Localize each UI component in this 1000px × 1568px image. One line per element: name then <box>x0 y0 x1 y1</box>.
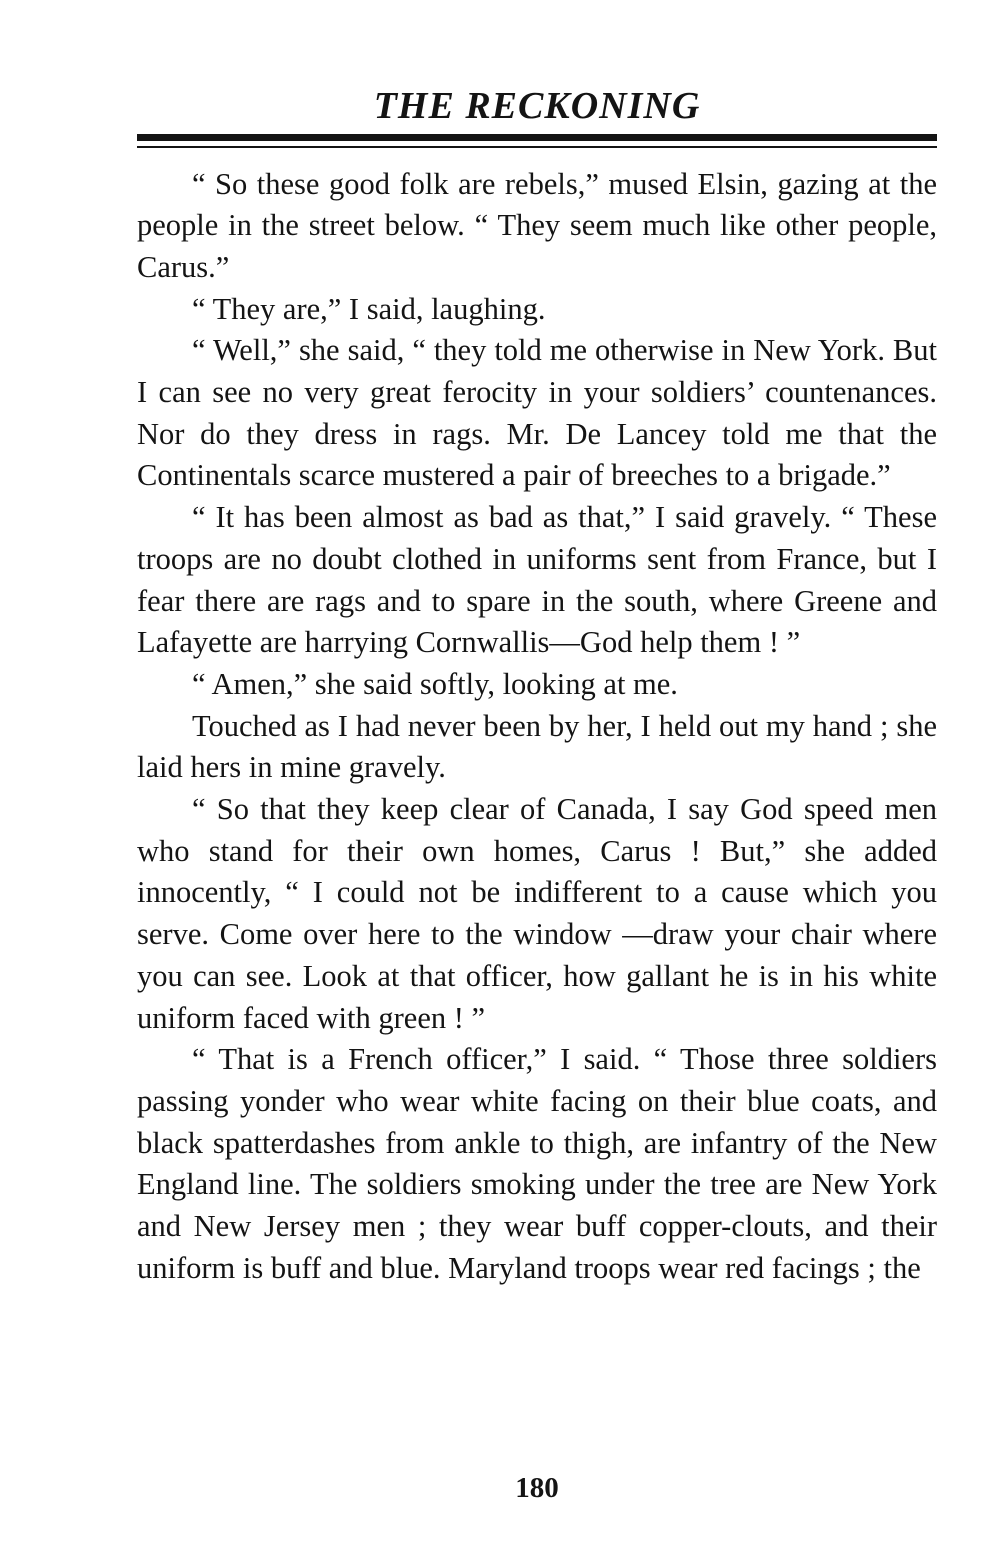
header-rule-thick <box>137 134 937 141</box>
paragraph: “ They are,” I said, laughing. <box>192 291 546 326</box>
paragraph: “ So these good folk are rebels,” mused Elsin, gazing at the people in the street below. “ They seem much like other people, Carus.” <box>137 166 937 284</box>
paragraph: “ So that they keep clear of Canada, I say God speed men who stand for their own homes, Carus ! But,” she added innocently, “ I could not be indifferent to a cause which you serve. Come over here to the window —draw your chair where you can see. Look at that officer, how gallant he is in his white uniform faced with green ! ” <box>137 792 937 1035</box>
paragraph: “ That is a French officer,” I said. “ Those three soldiers passing yonder who wear white facing on their blue coats, and black spatterdashes from ankle to thigh, are infantry of the New England line. The soldiers smoking under the tree are New York and New Jersey men ; they wear buff copper-clouts, and their uniform is buff and blue. Maryland troops wear red facings ; the <box>137 1042 937 1285</box>
paragraph: “ Amen,” she said softly, looking at me. <box>192 666 678 701</box>
header-rule-thin <box>137 146 937 148</box>
paragraph: “ It has been almost as bad as that,” I said gravely. “ These troops are no doubt clothed in uniforms sent from France, but I fear there are rags and to spare in the south, where Greene and Lafayette are harrying Cornwallis—God help them ! ” <box>137 500 937 660</box>
body-text <box>137 164 937 1290</box>
paragraph: Touched as I had never been by her, I held out my hand ; she laid hers in mine gravely. <box>137 708 937 785</box>
paragraph: “ Well,” she said, “ they told me otherwise in New York. But I can see no very great ferocity in your soldiers’ countenances. Nor do they dress in rags. Mr. De Lancey told me that the Continentals scarce mustered a pair of breeches to a brigade.” <box>137 333 937 493</box>
running-head: THE RECKONING <box>373 85 701 127</box>
page-number: 180 <box>515 1472 559 1504</box>
book-page <box>137 80 937 1504</box>
